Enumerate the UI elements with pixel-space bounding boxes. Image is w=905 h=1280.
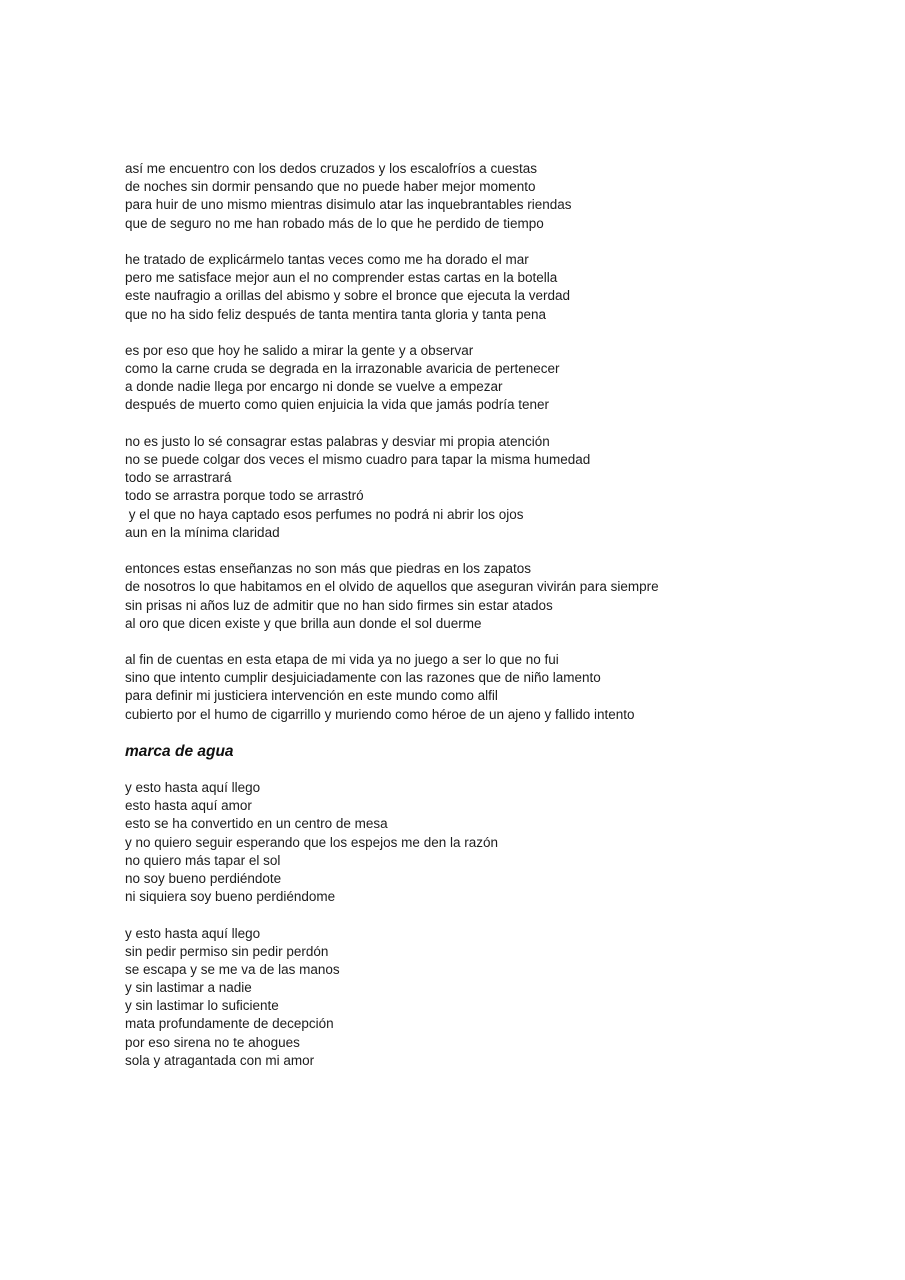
poem-line: y esto hasta aquí llego [125, 925, 261, 941]
poem-line: cubierto por el humo de cigarrillo y muriendo como héroe de un ajeno y fallido intento [125, 706, 635, 722]
poem-line: que no ha sido feliz después de tanta mentira tanta gloria y tanta pena [125, 306, 547, 322]
poem-line: no es justo lo sé consagrar estas palabras y desviar mi propia atención [125, 433, 550, 449]
poem-line: y esto hasta aquí llego [125, 780, 261, 795]
poem-line: y no quiero seguir esperando que los espejos me den la razón [125, 834, 498, 850]
poem-line: al oro que dicen existe y que brilla aun donde el sol duerme [125, 615, 482, 631]
poem-line: pero me satisface mejor aun el no comprender estas cartas en la botella [125, 270, 558, 286]
poem-stanza [125, 251, 825, 324]
poem-line: como la carne cruda se degrada en la irrazonable avaricia de pertenecer [125, 361, 560, 377]
poem-line: para definir mi justiciera intervención en este mundo como alfil [125, 688, 498, 704]
poem-line: así me encuentro con los dedos cruzados y los escalofríos a cuestas [125, 161, 537, 176]
poem-line: y el que no haya captado esos perfumes no podrá ni abrir los ojos [125, 506, 524, 522]
poem-line: este naufragio a orillas del abismo y sobre el bronce que ejecuta la verdad [125, 288, 571, 304]
poem-line: aun en la mínima claridad [125, 524, 280, 540]
poem-line: todo se arrastrará [125, 470, 232, 486]
poem-line: y sin lastimar lo suficiente [125, 998, 279, 1014]
poem-line: sin prisas ni años luz de admitir que no han sido firmes sin estar atados [125, 597, 553, 613]
poem-line: entonces estas enseñanzas no son más que piedras en los zapatos [125, 561, 532, 577]
poem-text-block [125, 160, 825, 1088]
poem-line: no se puede colgar dos veces el mismo cuadro para tapar la misma humedad [125, 452, 591, 467]
poem-stanza [125, 925, 825, 1071]
poem-line: sino que intento cumplir desjuiciadamente con las razones que de niño lamento [125, 670, 601, 686]
poem-line: se escapa y se me va de las manos [125, 961, 340, 977]
poem-stanza [125, 651, 825, 724]
poem-stanza [125, 433, 825, 542]
poem-line: de nosotros lo que habitamos en el olvido de aquellos que aseguran vivirán para siempre [125, 579, 659, 595]
poem-stanza [125, 779, 825, 906]
poem-line: todo se arrastra porque todo se arrastró [125, 488, 364, 504]
poem-line: ni siquiera soy bueno perdiéndome [125, 889, 336, 905]
poem-line: a donde nadie llega por encargo ni donde se vuelve a empezar [125, 379, 503, 395]
poem-line: esto se ha convertido en un centro de mesa [125, 816, 388, 832]
poem-stanza [125, 342, 825, 415]
poem-line: después de muerto como quien enjuicia la vida que jamás podría tener [125, 397, 550, 413]
poem-line: esto hasta aquí amor [125, 798, 252, 814]
poem-line: he tratado de explicármelo tantas veces como me ha dorado el mar [125, 251, 529, 267]
poem-line: no quiero más tapar el sol [125, 852, 281, 868]
poem-line: para huir de uno mismo mientras disimulo atar las inquebrantables riendas [125, 197, 572, 213]
poem-line: sola y atragantada con mi amor [125, 1052, 315, 1068]
poem-stanza [125, 160, 825, 233]
poem-line: de noches sin dormir pensando que no puede haber mejor momento [125, 179, 536, 195]
poem-line: que de seguro no me han robado más de lo que he perdido de tiempo [125, 215, 544, 231]
poem-stanza [125, 560, 825, 633]
poem-line: sin pedir permiso sin pedir perdón [125, 943, 329, 959]
poem-line: no soy bueno perdiéndote [125, 870, 282, 886]
section-heading: marca de agua [125, 743, 234, 760]
poem-line: y sin lastimar a nadie [125, 980, 252, 996]
poem-line: por eso sirena no te ahogues [125, 1034, 300, 1050]
poem-line: mata profundamente de decepción [125, 1016, 334, 1032]
poem-line: es por eso que hoy he salido a mirar la gente y a observar [125, 342, 474, 358]
poem-line: al fin de cuentas en esta etapa de mi vida ya no juego a ser lo que no fui [125, 652, 559, 668]
